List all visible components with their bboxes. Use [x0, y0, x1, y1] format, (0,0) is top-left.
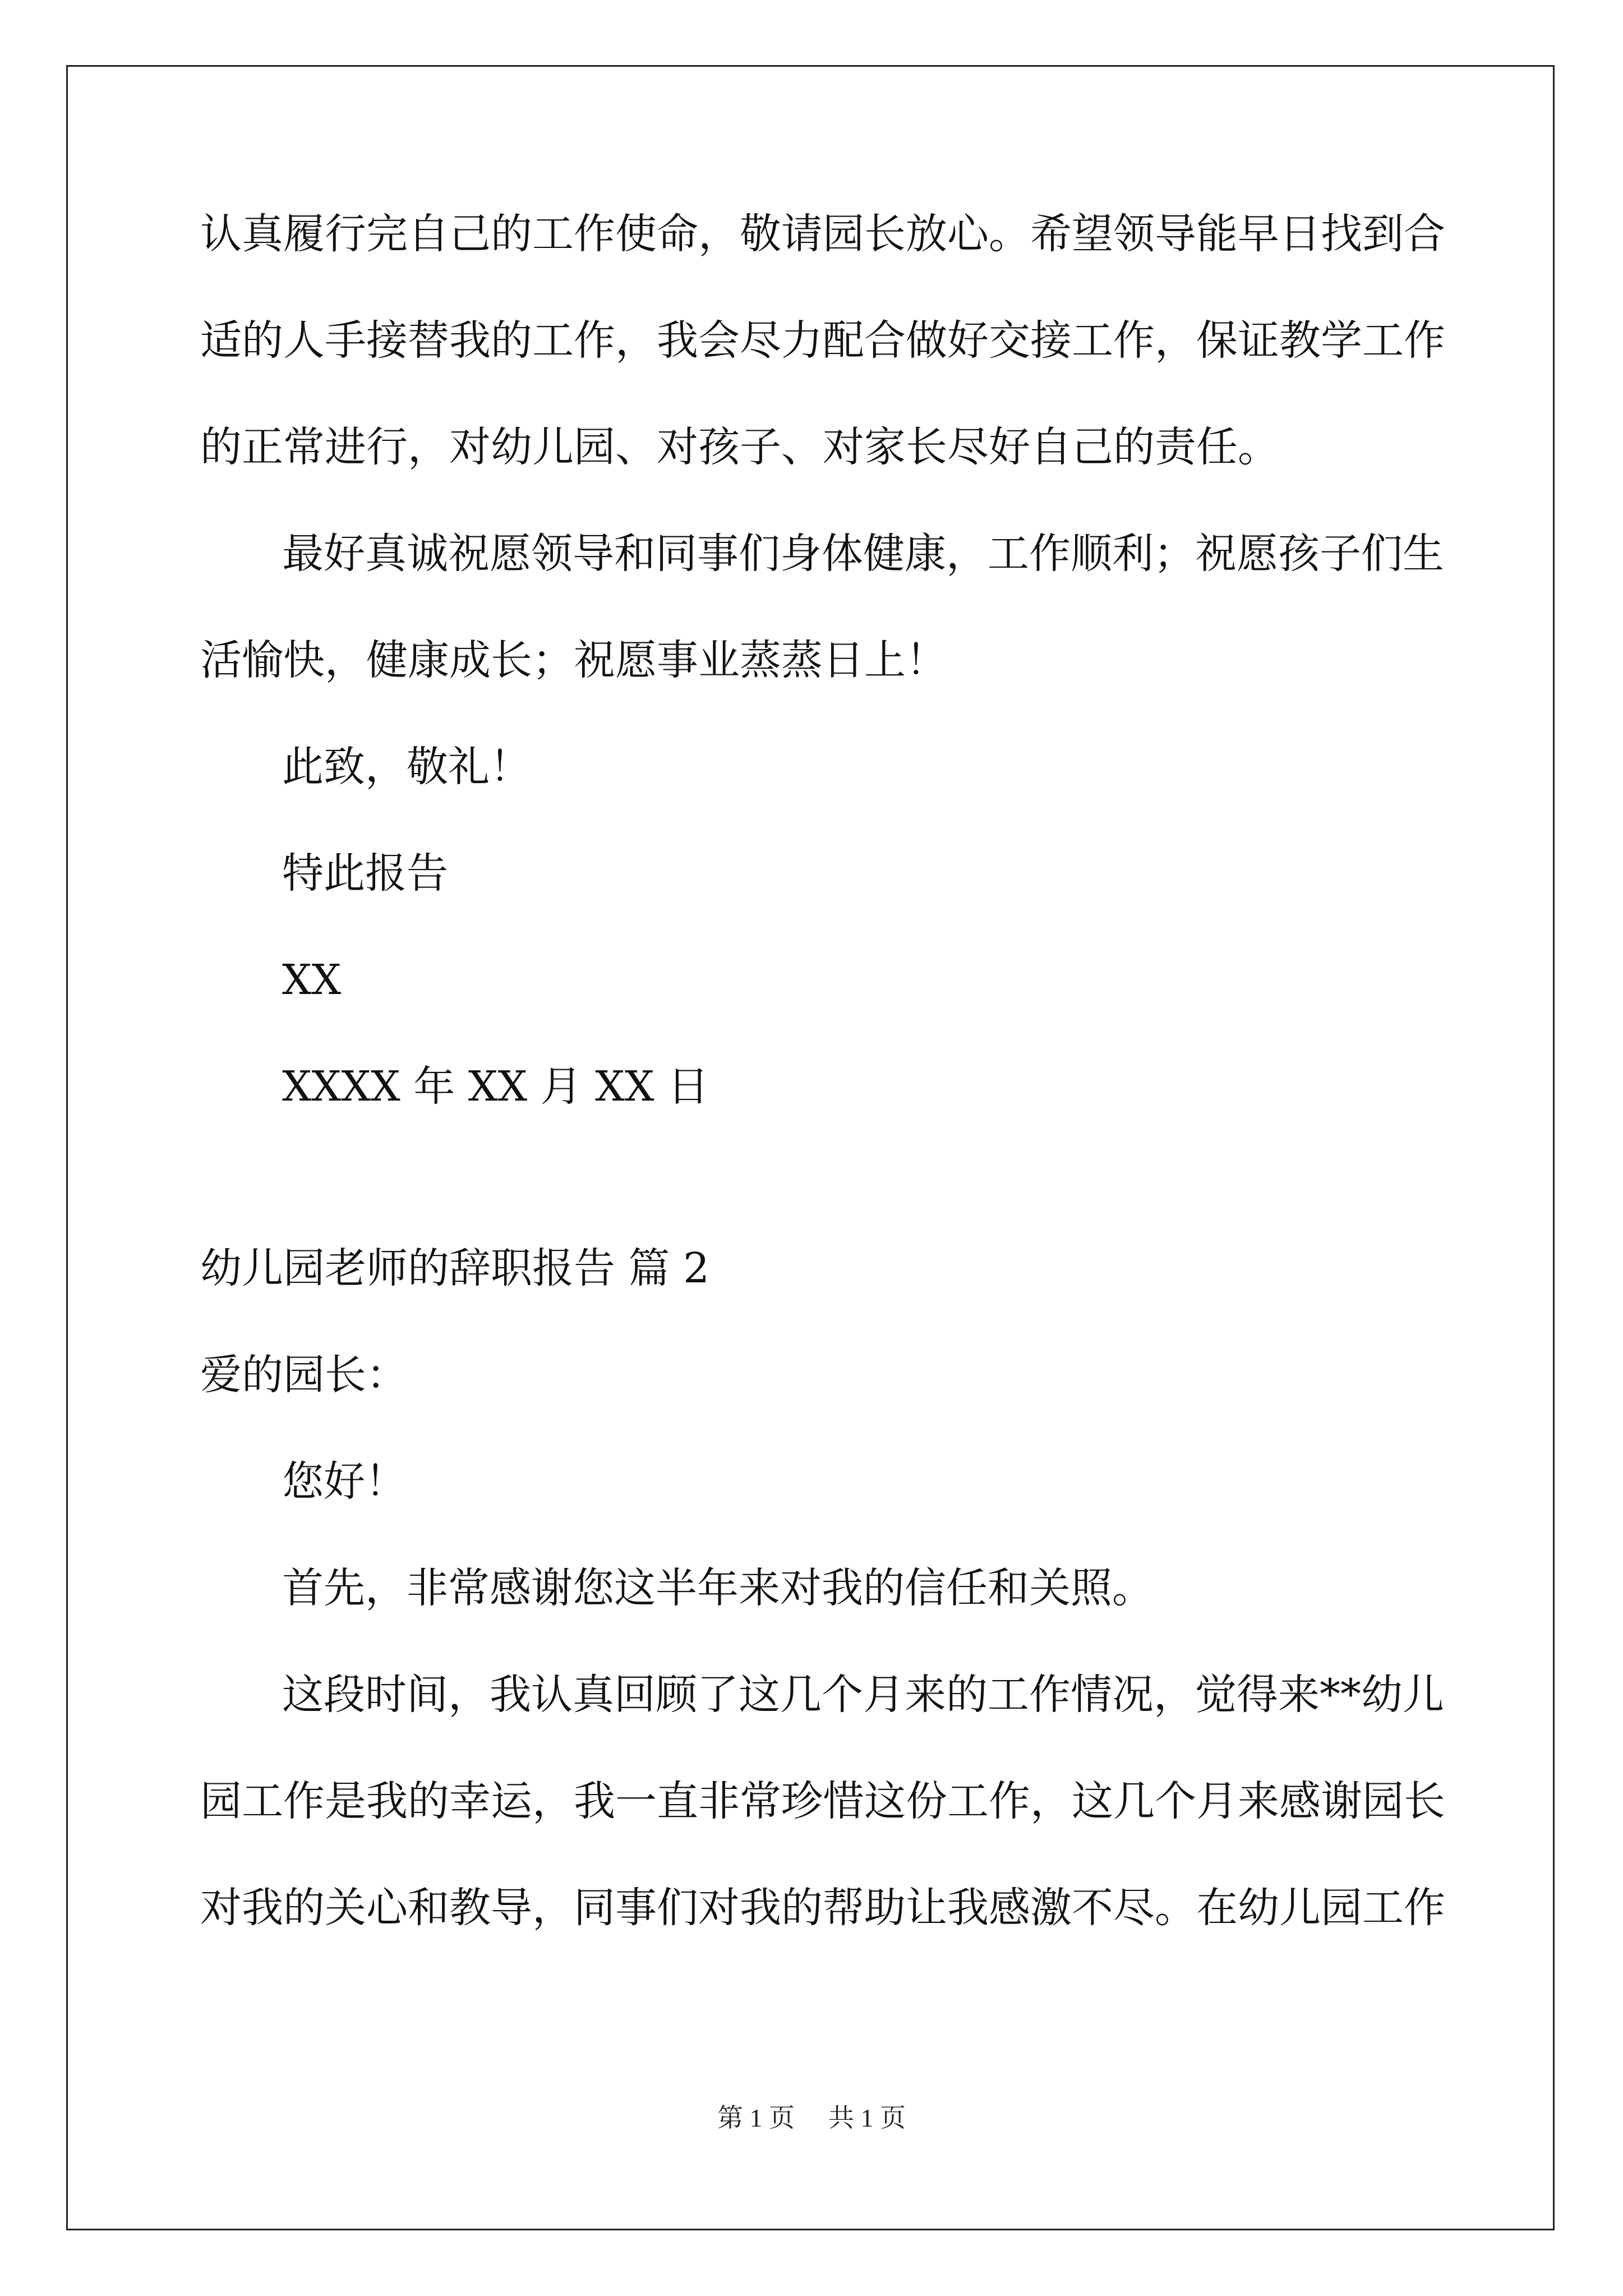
paragraph-line: 园工作是我的幸运，我一直非常珍惜这份工作，这几个月来感谢园长 — [200, 1777, 1445, 1825]
paragraph-line: 活愉快，健康成长；祝愿事业蒸蒸日上！ — [200, 636, 947, 684]
document-body — [200, 208, 1445, 1988]
report-closing: 特此报告 — [282, 849, 448, 898]
paragraph-line: 认真履行完自己的工作使命，敬请园长放心。希望领导能早日找到合 — [200, 210, 1445, 258]
paragraph-line: 最好真诚祝愿领导和同事们身体健康，工作顺利；祝愿孩子们生 — [282, 530, 1444, 578]
page-number: 第 1 页 — [717, 2104, 795, 2132]
section-title: 幼儿园老师的辞职报告 篇 2 — [200, 1244, 710, 1292]
greeting-recipient: 爱的园长： — [200, 1351, 408, 1399]
closing-salutation: 此致，敬礼！ — [282, 743, 531, 791]
paragraph-line: 首先，非常感谢您这半年来对我的信任和关照。 — [282, 1564, 1154, 1612]
page-total: 共 1 页 — [828, 2104, 906, 2132]
paragraph-line: 这段时间，我认真回顾了这几个月来的工作情况，觉得来**幼儿 — [282, 1671, 1444, 1719]
paragraph-line: 对我的关心和教导，同事们对我的帮助让我感激不尽。在幼儿园工作 — [200, 1884, 1445, 1932]
greeting: 您好！ — [282, 1457, 407, 1506]
page-footer — [0, 2102, 1623, 2134]
paragraph-line: 的正常进行，对幼儿园、对孩子、对家长尽好自己的责任。 — [200, 423, 1279, 471]
signature-date: XXXX 年 XX 月 XX 日 — [282, 1062, 709, 1111]
paragraph-line: 适的人手接替我的工作，我会尽力配合做好交接工作，保证教学工作 — [200, 316, 1445, 365]
signature-name: XX — [282, 956, 342, 1004]
